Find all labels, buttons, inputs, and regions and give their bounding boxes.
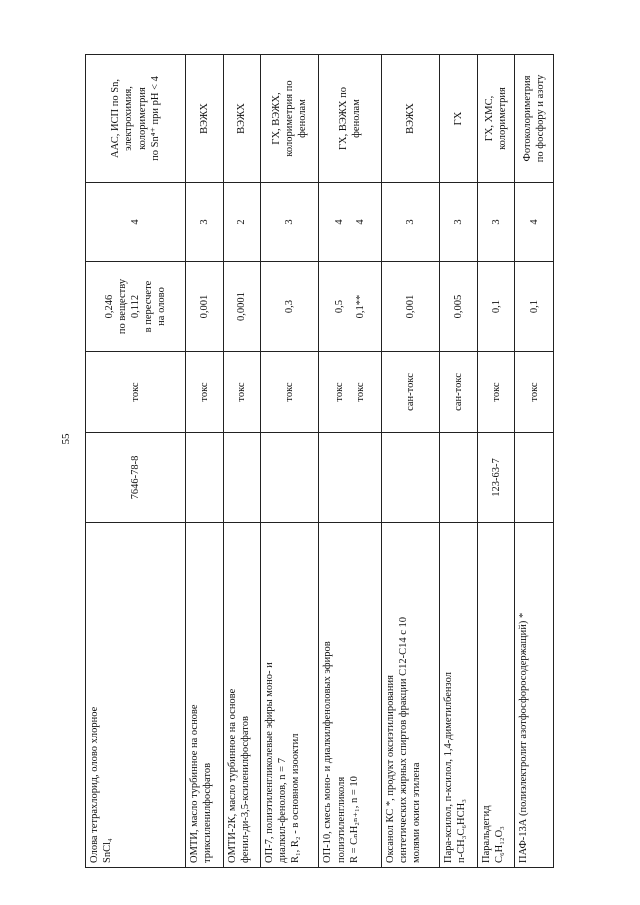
cell-line: 0,1: [528, 299, 540, 314]
cell-line: токс: [355, 382, 367, 402]
hazard-class-cell: [186, 183, 224, 262]
concentration-value-cell: [381, 262, 439, 352]
table-row: [440, 55, 478, 868]
analysis-method-cell: [186, 55, 224, 183]
analysis-method-cell: [86, 55, 186, 183]
cell-line: 0,3: [284, 299, 296, 314]
analysis-method-cell: [440, 55, 478, 183]
cell-line: по веществу: [116, 278, 128, 335]
cell-line: Фотоколориметрия: [522, 75, 534, 162]
cell-line: токс: [198, 382, 210, 402]
cell-line: молями окиси этилена: [411, 762, 423, 863]
concentration-value-cell: [440, 262, 478, 352]
cell-line: токс: [334, 382, 346, 402]
page-number: 55: [60, 433, 72, 445]
cell-line: по фосфору и азоту: [535, 74, 547, 163]
substance-name-cell: [86, 523, 186, 868]
substance-table-body: [86, 55, 554, 868]
concentration-value-cell: [515, 262, 554, 352]
substance-name-cell: [186, 523, 224, 868]
cell-line: ВЭЖХ: [236, 103, 248, 134]
cell-line: полиэтиленгликоля: [335, 776, 347, 863]
cell-line: сан-токс: [405, 373, 417, 411]
cell-line: Паральдегид: [480, 805, 492, 863]
cell-line: триксиленилфосфатов: [202, 762, 214, 863]
concentration-value-cell: [261, 262, 319, 352]
hazard-indicator-cell: [381, 352, 439, 433]
cell-line: 4: [334, 219, 346, 225]
analysis-method-cell: [261, 55, 319, 183]
table-row: [223, 55, 261, 868]
cas-number-cell: [477, 433, 515, 523]
cell-line: в пересчете: [143, 280, 155, 333]
cell-line: R₁, R₂ - в основном изооктил: [290, 733, 302, 863]
concentration-value-cell: [86, 262, 186, 352]
cell-line: ОП-10, смесь моно- и диалкилфеноловых эфиров: [322, 641, 334, 863]
cell-line: 3: [405, 219, 417, 225]
cell-line: SnCl₄: [102, 838, 114, 863]
cell-line: 3: [198, 219, 210, 225]
cell-line: ОМТИ, масло турбинное на основе: [189, 704, 201, 863]
cell-line: ПАФ-13А (полиэлектролит азотфосфоросодержащий) *: [518, 612, 530, 863]
cell-line: Пара-ксилол, п-ксилол, 1,4-диметилбензол: [443, 672, 455, 863]
cell-line: диалкил-фенолов, n = 7: [277, 758, 289, 863]
cell-line: 0,5: [334, 299, 346, 314]
analysis-method-cell: [381, 55, 439, 183]
cell-line: колориметрия: [136, 87, 148, 150]
table-row: [186, 55, 224, 868]
cell-line: токс: [236, 382, 248, 402]
cell-line: сан-токс: [453, 373, 465, 411]
cell-line: колориметрия: [497, 87, 509, 150]
substance-name-cell: [223, 523, 261, 868]
cell-line: на олово: [156, 287, 168, 326]
cell-line: ГХ: [453, 111, 465, 126]
cell-line: 0,246: [103, 294, 115, 319]
cell-line: ВЭЖХ: [405, 103, 417, 134]
cell-line: фенолам: [351, 99, 363, 138]
hazard-class-cell: [319, 183, 382, 262]
cell-line: Олова тетрахлорид, олово хлорное: [89, 706, 100, 863]
cell-line: 0,1: [490, 299, 502, 314]
cell-line: 4: [355, 219, 367, 225]
cell-line: фенолам: [297, 99, 309, 138]
table-row: [319, 55, 382, 868]
cell-line: 3: [453, 219, 465, 225]
substance-name-cell: [477, 523, 515, 868]
cell-line: п-CH₃C₆HCH₃: [456, 799, 468, 863]
cell-line: C₆H₁₂O₃: [493, 826, 505, 863]
cell-line: R = CₙH₂ₙ₊₁, n = 10: [348, 776, 360, 863]
substance-table-container: [85, 55, 554, 868]
cell-line: ОМТИ-2К, масло турбинное на основе: [226, 688, 238, 863]
analysis-method-cell: [223, 55, 261, 183]
cas-number-cell: [440, 433, 478, 523]
cell-line: электрохимия,: [123, 86, 135, 151]
table-row: [477, 55, 515, 868]
cell-line: 0,001: [198, 294, 210, 319]
cell-line: ААС, ИСП по Sn,: [110, 79, 122, 158]
cell-line: 0,112: [129, 294, 141, 319]
table-row: [86, 55, 186, 868]
cell-line: 123-63-7: [490, 458, 502, 497]
cell-line: 0,001: [405, 294, 417, 319]
cell-line: токс: [284, 382, 296, 402]
cell-line: ВЭЖХ: [198, 103, 210, 134]
cell-line: фенил-ди-3,5-ксиленилфосфатов: [239, 716, 251, 863]
substance-name-cell: [319, 523, 382, 868]
analysis-method-cell: [477, 55, 515, 183]
substance-name-cell: [440, 523, 478, 868]
concentration-value-cell: [186, 262, 224, 352]
cas-number-cell: [381, 433, 439, 523]
cell-line: по Sn⁴⁺ при pH < 4: [149, 76, 161, 161]
substance-table: [85, 54, 554, 868]
hazard-indicator-cell: [186, 352, 224, 433]
cell-line: ОП-7, полиэтиленгликолевые эфиры моно- и: [264, 662, 276, 863]
cas-number-cell: [86, 433, 186, 523]
cell-line: 0,0001: [236, 292, 248, 321]
cell-line: токс: [129, 382, 141, 402]
cell-line: ГХ, ВЭЖХ,: [271, 92, 283, 145]
cas-number-cell: [186, 433, 224, 523]
hazard-indicator-cell: [261, 352, 319, 433]
substance-name-cell: [261, 523, 319, 868]
cell-line: ГХ, ВЭЖХ по: [338, 86, 350, 151]
analysis-method-cell: [515, 55, 554, 183]
hazard-class-cell: [440, 183, 478, 262]
hazard-class-cell: [477, 183, 515, 262]
hazard-indicator-cell: [440, 352, 478, 433]
substance-name-cell: [515, 523, 554, 868]
cas-number-cell: [261, 433, 319, 523]
cell-line: 7646-78-8: [129, 455, 141, 500]
cell-line: 4: [528, 219, 540, 225]
cas-number-cell: [319, 433, 382, 523]
hazard-indicator-cell: [477, 352, 515, 433]
cell-line: токс: [528, 382, 540, 402]
cas-number-cell: [223, 433, 261, 523]
hazard-indicator-cell: [319, 352, 382, 433]
hazard-class-cell: [223, 183, 261, 262]
cell-line: синтетических жирных спиртов фракции С12-С14 с 10: [398, 617, 410, 863]
hazard-indicator-cell: [223, 352, 261, 433]
cell-line: 4: [129, 219, 141, 225]
hazard-class-cell: [261, 183, 319, 262]
table-row: [261, 55, 319, 868]
cas-number-cell: [515, 433, 554, 523]
cell-line: ГХ, ХМС,: [483, 95, 495, 142]
cell-line: Оксанол КС *, продукт оксиэтилирования: [384, 675, 396, 863]
cell-line: 0,1**: [355, 294, 367, 319]
cell-line: токс: [490, 382, 502, 402]
hazard-indicator-cell: [86, 352, 186, 433]
substance-name-cell: [381, 523, 439, 868]
cell-line: 3: [284, 219, 296, 225]
analysis-method-cell: [319, 55, 382, 183]
hazard-class-cell: [86, 183, 186, 262]
hazard-class-cell: [381, 183, 439, 262]
concentration-value-cell: [319, 262, 382, 352]
concentration-value-cell: [223, 262, 261, 352]
concentration-value-cell: [477, 262, 515, 352]
cell-line: 2: [236, 219, 248, 225]
hazard-class-cell: [515, 183, 554, 262]
table-row: [381, 55, 439, 868]
cell-line: 3: [490, 219, 502, 225]
hazard-indicator-cell: [515, 352, 554, 433]
cell-line: колориметрия по: [284, 80, 296, 157]
cell-line: 0,005: [453, 294, 465, 319]
table-row: [515, 55, 554, 868]
